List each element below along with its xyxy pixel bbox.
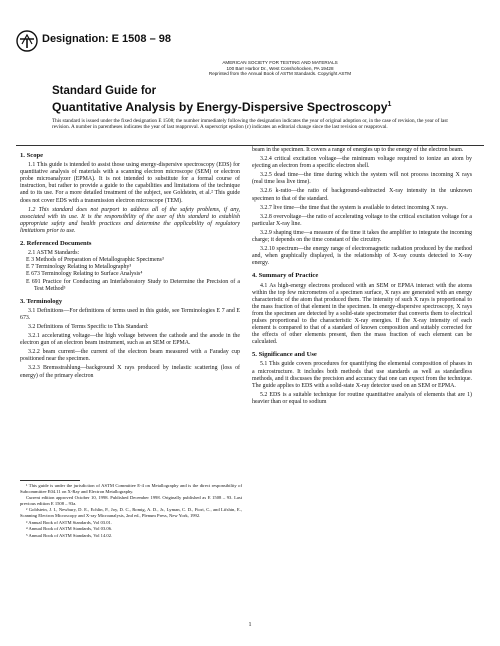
- paragraph: 1.2 This standard does not purport to address all of the safety problems, if any, associated with its use. It is the responsibility of the user of this standard to establish appropriate safety and health practices and determine the applicability of regulatory limitations prior to use.: [20, 206, 240, 234]
- reference-item: E 673 Terminology Relating to Surface Analysis⁴: [26, 271, 143, 278]
- astm-logo-icon: [16, 30, 38, 52]
- section-heading: 4. Summary of Practice: [252, 272, 319, 280]
- section-heading: 3. Terminology: [20, 297, 63, 305]
- footnote: ² Goldstein, J. I., Newbury, D. E., Echlin, P., Joy, D. C., Romig, A. D., Jr., Lyman, C. D., Fiori, C., and Lifshin, E., Scanning Electron Microscopy and X-ray Microanalysis, 2nd ed., Plenum Press, New York, 1992.: [20, 507, 242, 518]
- reference-item: E 7 Terminology Relating to Metallography³: [26, 264, 132, 271]
- paragraph: 3.2.3 Bremsstrahlung—background X rays produced by inelastic scattering (loss of energy) of the primary electron: [20, 365, 240, 379]
- paragraph: 3.2.7 live time—the time that the system is available to detect incoming X rays.: [260, 204, 448, 211]
- paragraph: beam in the specimen. It covers a range of energies up to the energy of the electron beam.: [252, 147, 464, 153]
- paragraph: 5.1 This guide covers procedures for quantifying the elemental composition of phases in a microstructure. It includes both methods that use standards as well as standardless methods, and it discusses the precision and accuracy that one can expect from the technique. The guide applies to EDS with a solid-state X-ray detector used on an SEM or EPMA.: [252, 361, 472, 389]
- reference-item: E 3 Methods of Preparation of Metallographic Specimens³: [26, 257, 164, 264]
- title-line-2: Quantitative Analysis by Energy-Dispersive Spectroscopy: [52, 100, 388, 115]
- paragraph: 3.1 Definitions—For definitions of terms used in this guide, see Terminologies E 7 and E 673.: [20, 307, 240, 321]
- footnote: Current edition approved October 10, 1998. Published December 1998. Originally published as E 1508 – 93. Last previous edition E 1508 – 93a.: [20, 495, 242, 506]
- footnote: ⁵ Annual Book of ASTM Standards, Vol 14.02.: [26, 532, 113, 538]
- paragraph: 3.2.2 beam current—the current of the electron beam measured with a Faraday cup positioned near the specimen.: [20, 349, 240, 363]
- footnote: ⁴ Annual Book of ASTM Standards, Vol 03.06.: [26, 526, 113, 532]
- paragraph: 3.2.5 dead time—the time during which the system will not process incoming X rays (real time less live time).: [252, 172, 472, 186]
- left-column: [20, 147, 240, 382]
- paragraph: 3.2.8 overvoltage—the ratio of accelerating voltage to the critical excitation voltage for a particular X-ray line.: [252, 213, 472, 227]
- title-line-1: Standard Guide for: [52, 85, 157, 97]
- issue-note: This standard is issued under the fixed designation E 1508; the number immediately following the designation indicates the year of original adoption or, in the case of revision, the year of last revision. A number in parentheses indicates the year of last reapproval. A superscript epsilon (ε) indicates an editorial change since the last revision or reapproval.: [52, 118, 448, 131]
- publisher-info: AMERICAN SOCIETY FOR TESTING AND MATERIALS 100 Barr Harbor Dr., West Conshohocken, PA 19428 Reprinted from the Annual Book of ASTM Standards. Copyright ASTM: [208, 60, 352, 77]
- paragraph: 3.2.10 spectrum—the energy range of electromagnetic radiation produced by the method and, when graphically displayed, is the relationship of X-ray counts detected to X-ray energy.: [252, 246, 472, 267]
- paragraph: 3.2.6 k-ratio—the ratio of background-subtracted X-ray intensity in the unknown specimen to that of the standard.: [252, 188, 472, 202]
- section-heading: 5. Significance and Use: [252, 351, 317, 359]
- designation: Designation: E 1508 – 98: [42, 33, 171, 45]
- reference-item: E 691 Practice for Conducting an Interlaboratory Study to Determine the Precision of a Test Method⁵: [26, 278, 240, 292]
- footnote-divider: [20, 480, 80, 481]
- paragraph: 1.1 This guide is intended to assist those using energy-dispersive spectroscopy (EDS) for quantitative analysis of materials with a scanning electron microscope (SEM) or electron probe microanalyzer (EPMA). It is not intended to substitute for a formal course of instruction, but rather to provide a guide to the capabilities and limitations of the technique and to its use. For a more detailed treatment of the subject, see Goldstein, et al.² This guide does not cover EDS with a transmission electron microscope (TEM).: [20, 162, 240, 204]
- footnotes: [20, 483, 242, 539]
- paragraph: 3.2.9 shaping time—a measure of the time it takes the amplifier to integrate the incoming charge; it depends on the time constant of the circuitry.: [252, 229, 472, 244]
- paragraph: 5.2 EDS is a suitable technique for routine quantitative analysis of elements that are 1) heavier than or equal to sodium: [252, 391, 472, 405]
- paragraph: 4.1 As high-energy electrons produced with an SEM or EPMA interact with the atoms within the top few micrometres of a specimen surface, X rays are generated with an energy characteristic of the atom that produced them. The intensity of such X rays is proportional to the mass fraction of that element in the specimen. In energy-dispersive spectroscopy, X rays from the specimen are detected by a solid-state spectrometer that converts them to electrical pulses proportional to the characteristic X-ray energies. If the X-ray intensity of each element is compared to that of a standard of known composition and suitably corrected for the effects of other elements present, then the mass fraction of each element can be calculated.: [252, 282, 472, 346]
- page-number: 1: [248, 622, 252, 628]
- footnote: ³ Annual Book of ASTM Standards, Vol 03.01.: [26, 519, 112, 525]
- footnote: ¹ This guide is under the jurisdiction of ASTM Committee E-4 on Metallography and is the direct responsibility of Subcommittee E04.11 on X-Ray and Electron Metallography.: [20, 483, 242, 494]
- right-column: [252, 147, 472, 408]
- paragraph: 2.1 ASTM Standards:: [28, 250, 80, 257]
- document-title: Standard Guide for Quantitative Analysis by Energy-Dispersive Spectroscopy$^1$: [52, 85, 472, 114]
- paragraph: 3.2 Definitions of Terms Specific to This Standard:: [28, 323, 149, 330]
- section-heading: 2. Referenced Documents: [20, 240, 92, 248]
- paragraph: 3.2.4 critical excitation voltage—the minimum voltage required to ionize an atom by ejecting an electron from a specific electron shell.: [252, 156, 472, 170]
- paragraph: 3.2.1 accelerating voltage—the high voltage between the cathode and the anode in the electron gun of an electron beam instrument, such as an SEM or EPMA.: [20, 333, 240, 347]
- section-heading: 1. Scope: [20, 152, 44, 159]
- header-divider: [16, 145, 484, 146]
